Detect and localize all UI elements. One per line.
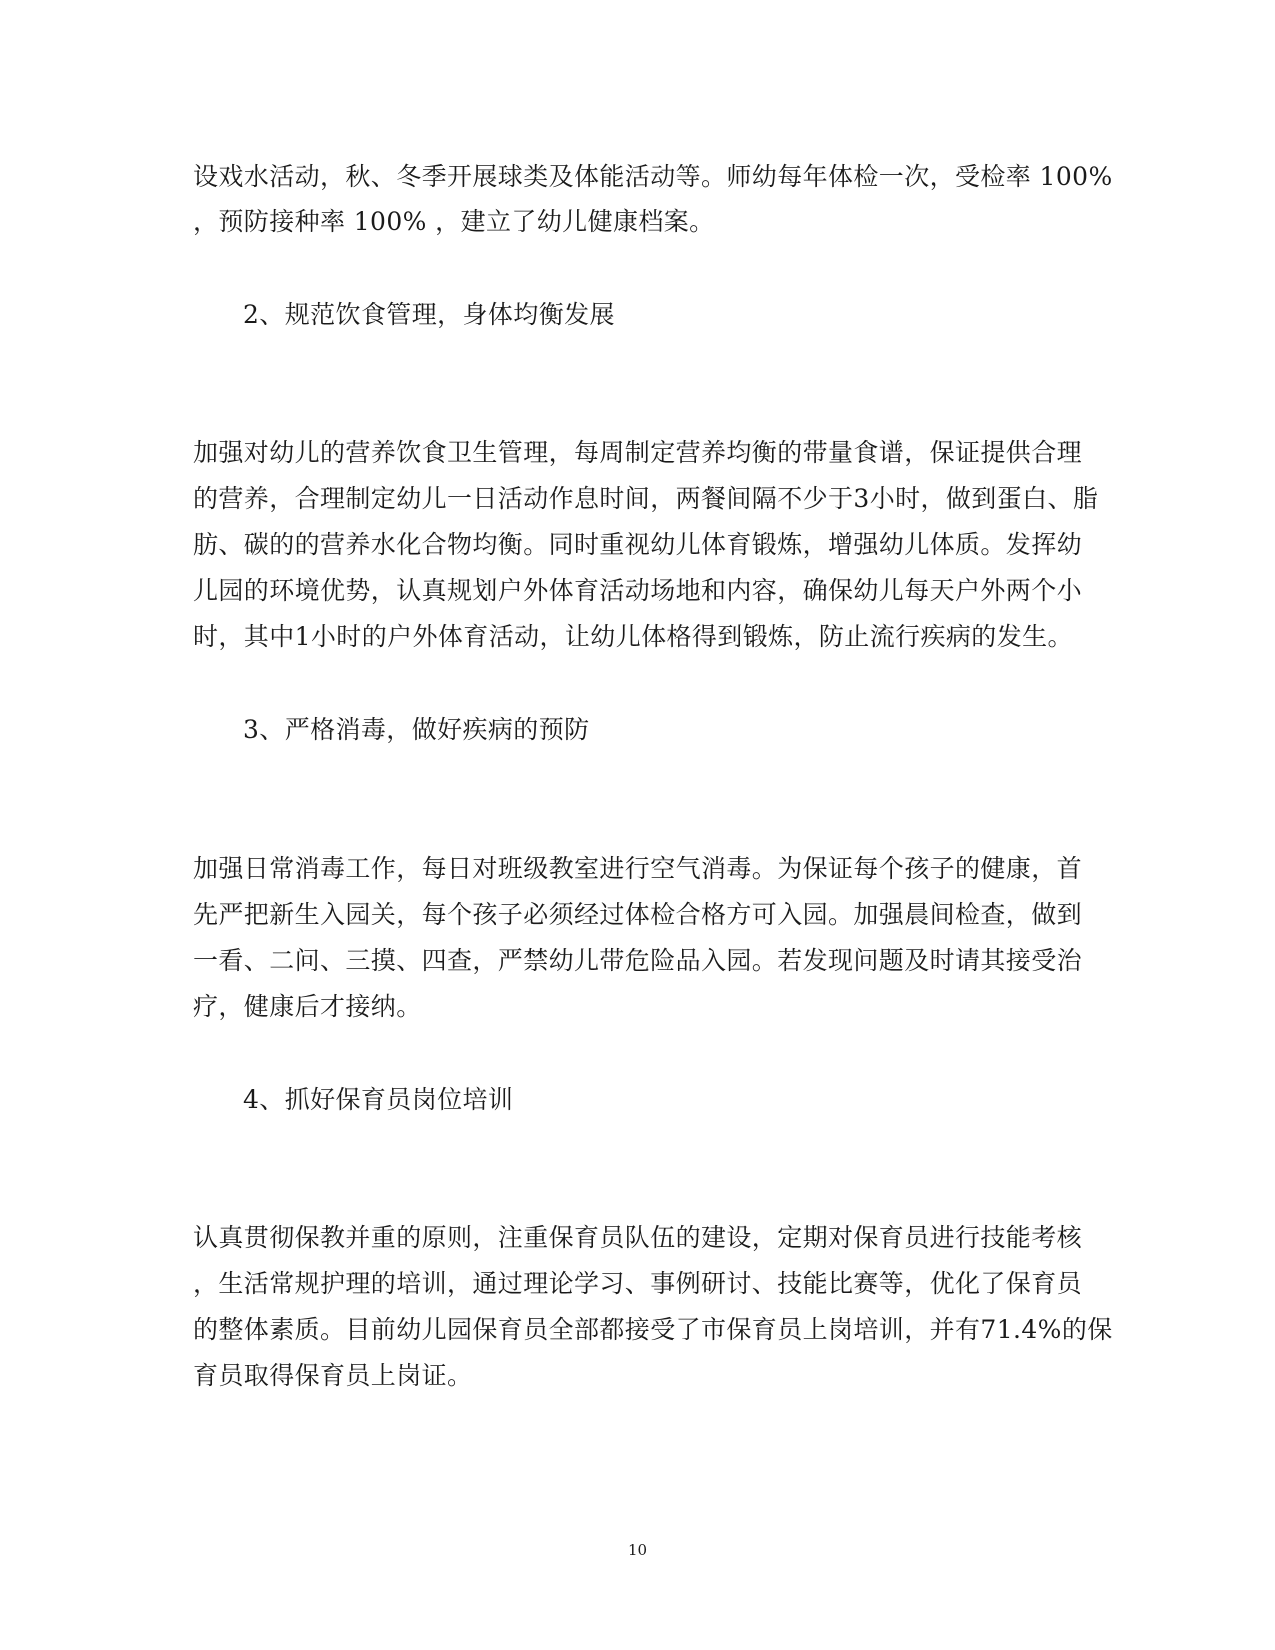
section-heading-4: 4、抓好保育员岗位培训 — [243, 1085, 514, 1114]
paragraph-1-line-2: ，预防接种率 100% ，建立了幼儿健康档案。 — [193, 207, 715, 236]
paragraph-2-line-5: 时，其中1小时的户外体育活动，让幼儿体格得到锻炼，防止流行疾病的发生。 — [193, 622, 1073, 651]
paragraph-1-line-1: 设戏水活动，秋、冬季开展球类及体能活动等。师幼每年体检一次，受检率 100% — [193, 162, 1113, 191]
section-heading-2: 2、规范饮食管理，身体均衡发展 — [243, 300, 615, 329]
paragraph-3-line-3: 一看、二问、三摸、四查，严禁幼儿带危险品入园。若发现问题及时请其接受治 — [193, 946, 1083, 975]
paragraph-2-line-1: 加强对幼儿的营养饮食卫生管理，每周制定营养均衡的带量食谱，保证提供合理 — [193, 438, 1083, 467]
paragraph-4-line-2: ，生活常规护理的培训，通过理论学习、事例研讨、技能比赛等，优化了保育员 — [193, 1269, 1083, 1298]
paragraph-2-line-3: 肪、碳的的营养水化合物均衡。同时重视幼儿体育锻炼，增强幼儿体质。发挥幼 — [193, 530, 1083, 559]
section-heading-3: 3、严格消毒，做好疾病的预防 — [243, 715, 590, 744]
paragraph-3-line-4: 疗，健康后才接纳。 — [193, 992, 422, 1021]
page-number: 10 — [627, 1541, 648, 1559]
paragraph-3-line-1: 加强日常消毒工作，每日对班级教室进行空气消毒。为保证每个孩子的健康，首 — [193, 854, 1083, 883]
paragraph-3-line-2: 先严把新生入园关，每个孩子必须经过体检合格方可入园。加强晨间检查，做到 — [193, 900, 1083, 929]
paragraph-4-line-1: 认真贯彻保教并重的原则，注重保育员队伍的建设，定期对保育员进行技能考核 — [193, 1223, 1083, 1252]
paragraph-4-line-4: 育员取得保育员上岗证。 — [193, 1361, 473, 1390]
paragraph-2-line-4: 儿园的环境优势，认真规划户外体育活动场地和内容，确保幼儿每天户外两个小 — [193, 576, 1083, 605]
paragraph-2-line-2: 的营养，合理制定幼儿一日活动作息时间，两餐间隔不少于3小时，做到蛋白、脂 — [193, 484, 1099, 513]
paragraph-4-line-3: 的整体素质。目前幼儿园保育员全部都接受了市保育员上岗培训，并有71.4%的保 — [193, 1315, 1113, 1344]
